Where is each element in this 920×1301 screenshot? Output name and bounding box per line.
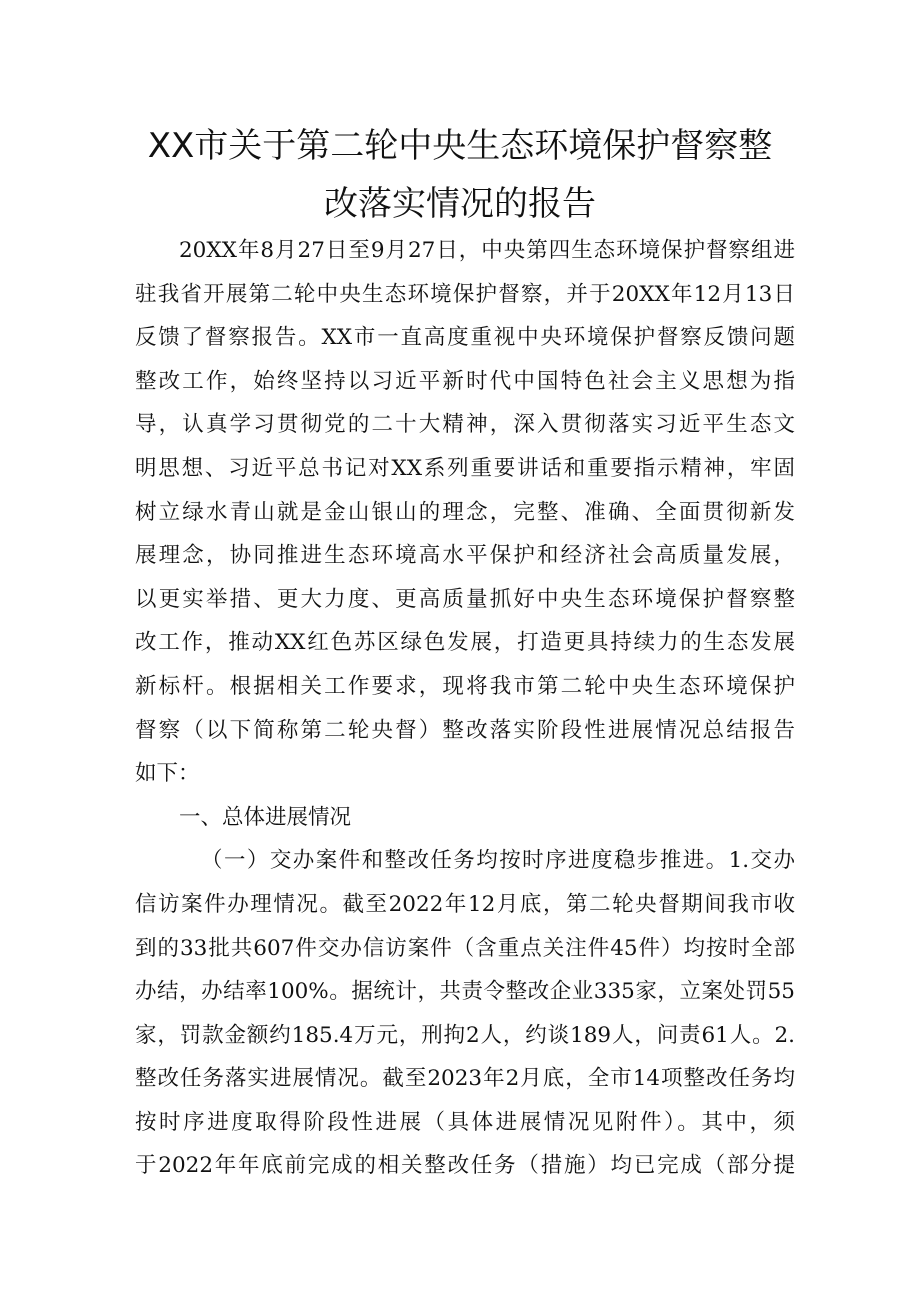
body-line: 明思想、习近平总书记对XX系列重要讲话和重要指示精神，牢固 (135, 455, 795, 481)
document-title-line-2: 改落实情况的报告 (324, 184, 596, 224)
body-line: 驻我省开展第二轮中央生态环境保护督察，并于20XX年12月13日 (135, 281, 795, 307)
body-line: 到的33批共607件交办信访案件（含重点关注件45件）均按时全部 (135, 935, 795, 961)
body-line: 于2022年年底前完成的相关整改任务（措施）均已完成（部分提 (135, 1153, 795, 1179)
body-line: 如下： (135, 761, 200, 787)
body-line: 树立绿水青山就是金山银山的理念，完整、准确、全面贯彻新发 (135, 499, 795, 525)
body-line: 展理念，协同推进生态环境高水平保护和经济社会高质量发展， (135, 543, 795, 569)
body-line: 改工作，推动XX红色苏区绿色发展，打造更具持续力的生态发展 (135, 630, 795, 656)
body-line: 办结，办结率100%。据统计，共责令整改企业335家，立案处罚55 (135, 979, 795, 1005)
body-line: 以更实举措、更大力度、更高质量抓好中央生态环境保护督察整 (135, 586, 795, 612)
body-line: 整改工作，始终坚持以习近平新时代中国特色社会主义思想为指 (135, 368, 795, 394)
body-line: 督察（以下简称第二轮央督）整改落实阶段性进展情况总结报告 (135, 717, 795, 743)
body-line: 家，罚款金额约185.4万元，刑拘2人，约谈189人，问责61人。2. (135, 1022, 795, 1048)
body-line: 导，认真学习贯彻党的二十大精神，深入贯彻落实习近平生态文 (135, 412, 795, 438)
subsection-line: （一）交办案件和整改任务均按时序进度稳步推进。1.交办 (201, 848, 795, 874)
document-body (135, 229, 795, 1188)
body-line: 20XX年8月27日至9月27日，中央第四生态环境保护督察组进 (179, 238, 795, 263)
body-line: 新标杆。根据相关工作要求，现将我市第二轮中央生态环境保护 (135, 673, 795, 699)
body-line: 信访案件办理情况。截至2022年12月底，第二轮央督期间我市收 (135, 891, 795, 917)
body-line: 反馈了督察报告。XX市一直高度重视中央环境保护督察反馈问题 (135, 325, 795, 351)
document-title-line-1: XX市关于第二轮中央生态环境保护督察整 (147, 126, 773, 166)
body-line: 按时序进度取得阶段性进展（具体进展情况见附件）。其中，须 (135, 1109, 795, 1135)
section-heading: 一、总体进展情况 (179, 804, 352, 830)
body-line: 整改任务落实进展情况。截至2023年2月底，全市14项整改任务均 (135, 1066, 795, 1092)
